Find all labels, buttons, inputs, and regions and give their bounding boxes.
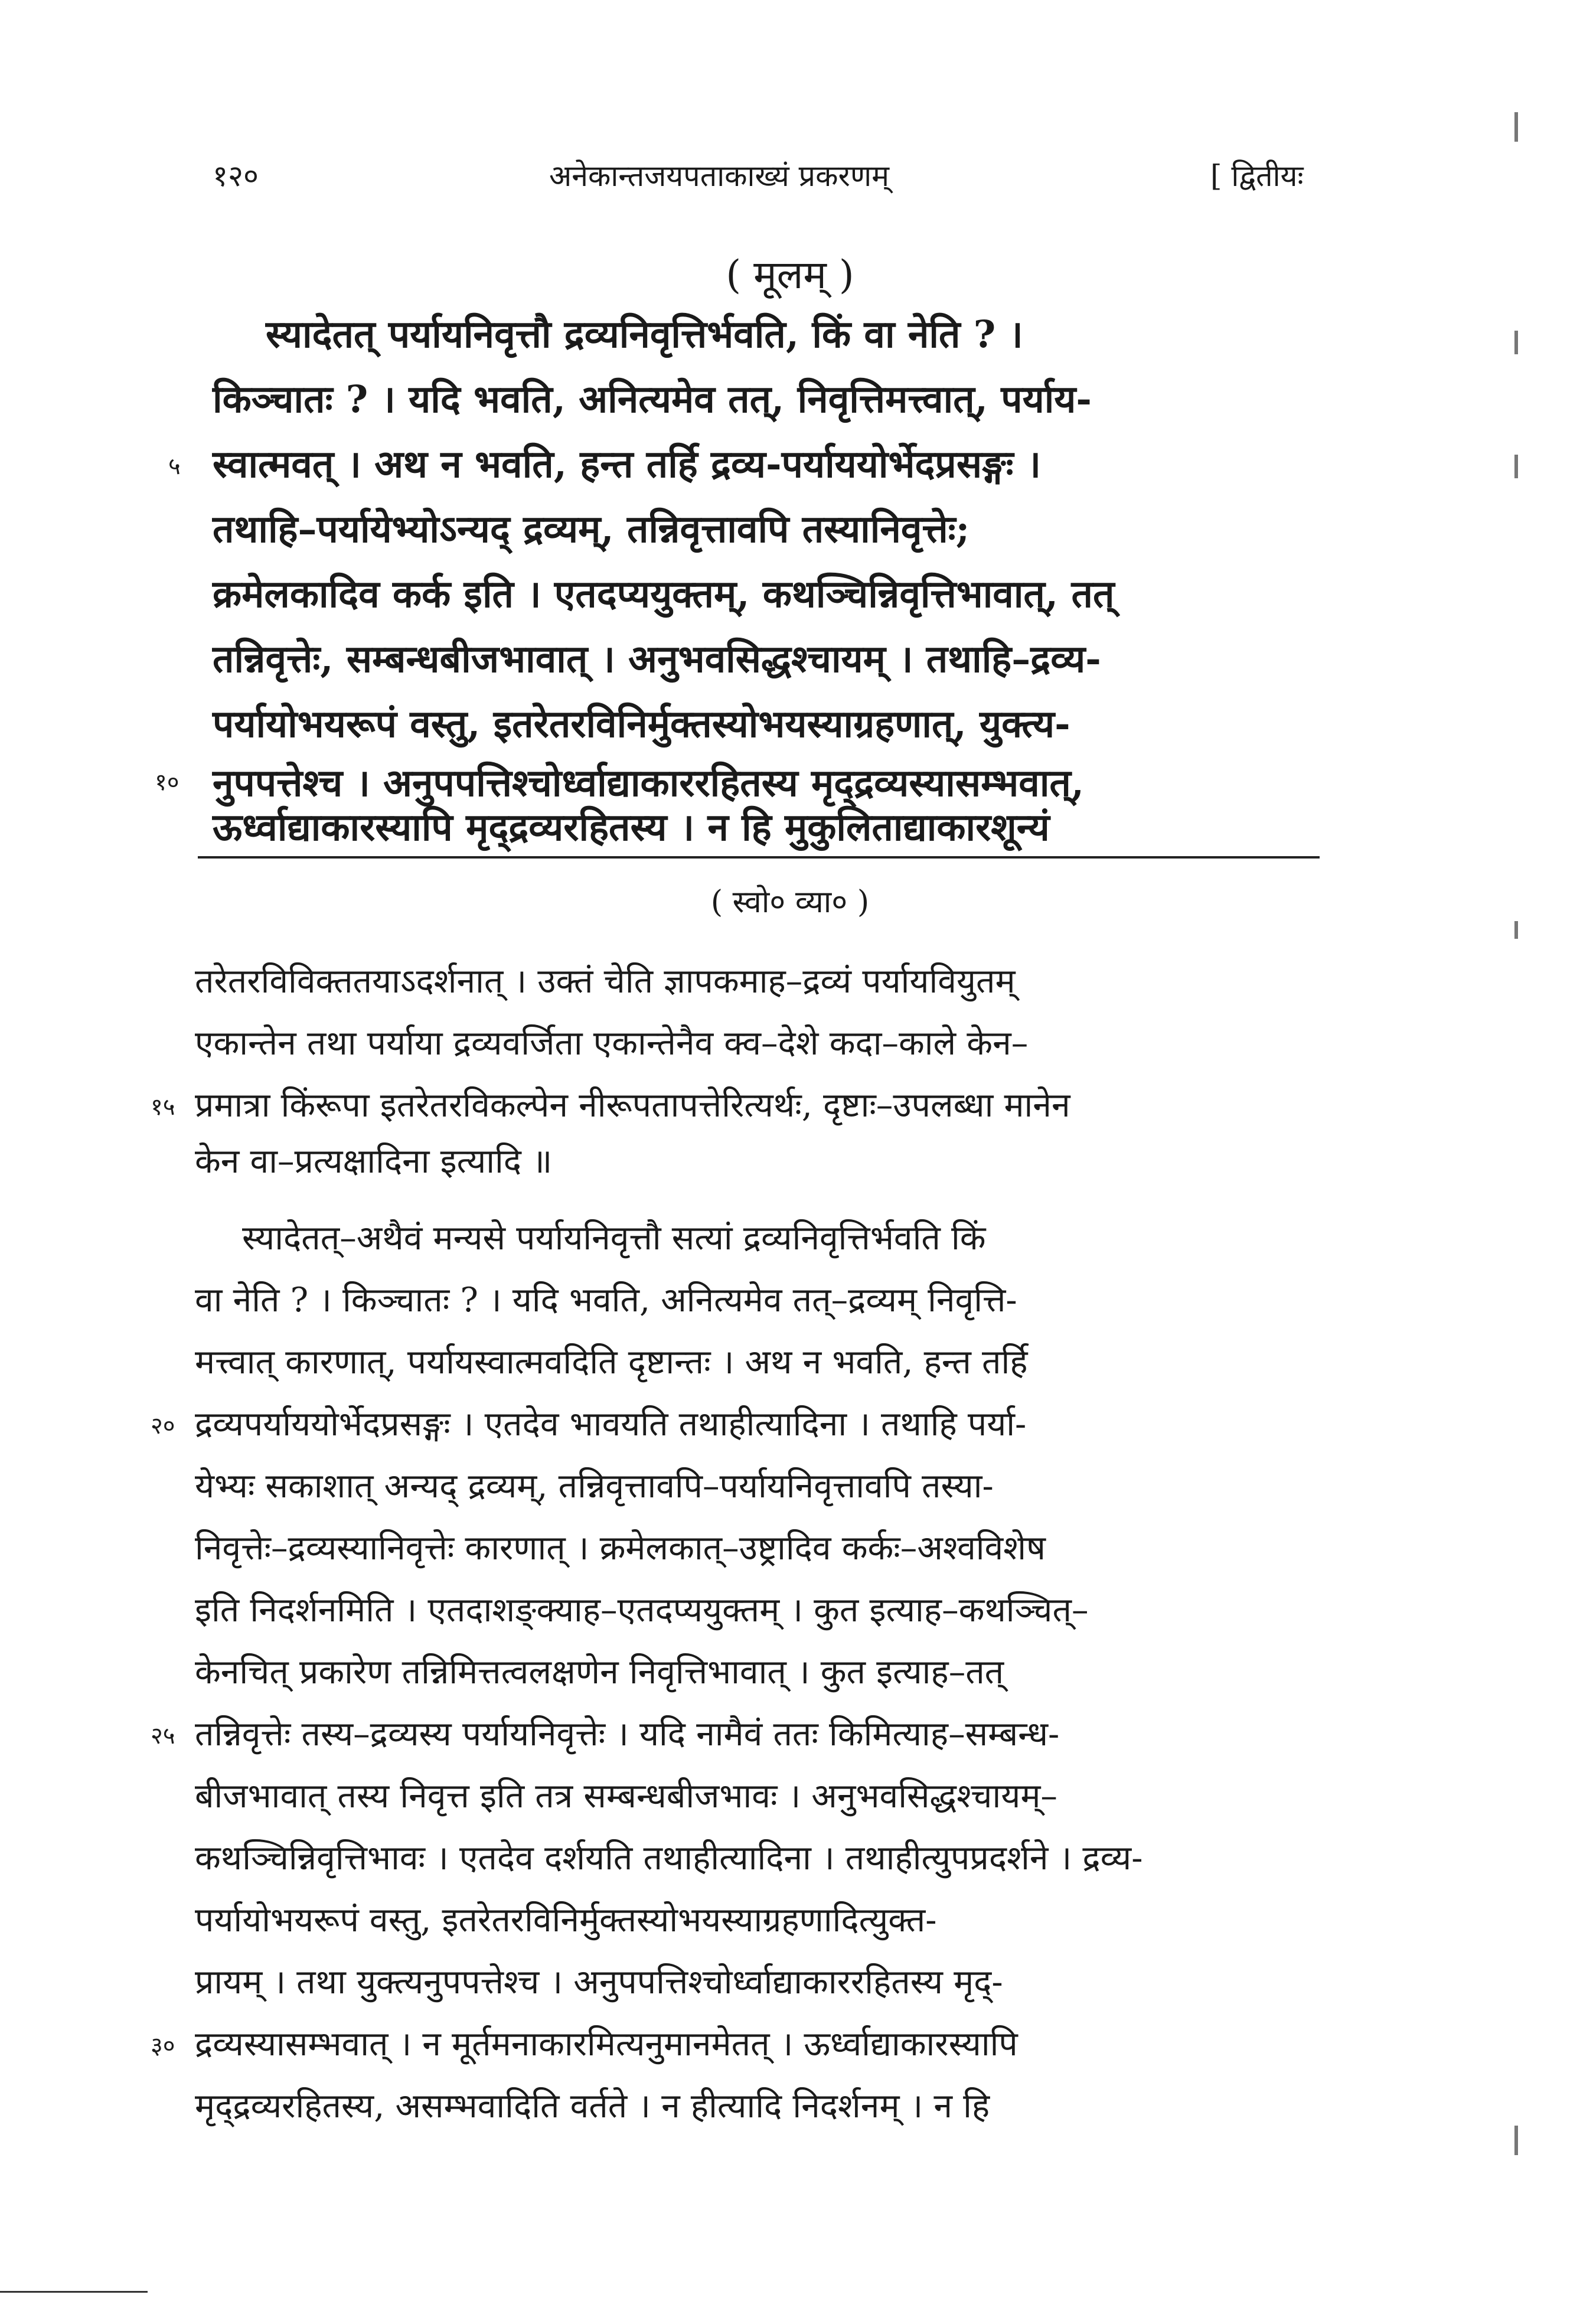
margin-mark	[1514, 455, 1518, 478]
vyakhya-line: तरेतरविविक्ततयाऽदर्शनात् । उक्तं चेति ज्ञापकमाह–द्रव्यं पर्यायवियुतम्	[195, 962, 1016, 1001]
commentary-line: द्रव्यपर्याययोर्भेदप्रसङ्गः । एतदेव भावयति तथाहीत्यादिना । तथाहि पर्या-	[195, 1405, 1027, 1444]
vyakhya-heading: ( स्वो० व्या० )	[710, 884, 870, 920]
margin-mark	[1514, 112, 1518, 142]
page-number: १२०	[213, 159, 259, 193]
mula-line: नुपपत्तेश्च । अनुपपत्तिश्चोर्ध्वाद्याकाररहितस्य मृद्द्रव्यस्यासम्भवात्,	[213, 761, 1085, 805]
margin-mark	[1514, 921, 1518, 939]
commentary-line: मृद्द्रव्यरहितस्य, असम्भवादिति वर्तते । न हीत्यादि निदर्शनम् । न हि	[195, 2087, 990, 2126]
commentary-line: स्यादेतत्–अथैवं मन्यसे पर्यायनिवृत्तौ सत्यां द्रव्यनिवृत्तिर्भवति किं	[242, 1219, 986, 1258]
commentary-line: पर्यायोभयरूपं वस्तु, इतरेतरविनिर्मुक्तस्योभयस्याग्रहणादित्युक्त-	[195, 1901, 937, 1940]
margin-mark	[1514, 2126, 1518, 2155]
commentary-line: कथञ्चिन्निवृत्तिभावः । एतदेव दर्शयति तथाहीत्यादिना । तथाहीत्युपप्रदर्शने । द्रव्य-	[195, 1839, 1143, 1878]
mula-line: स्यादेतत् पर्यायनिवृत्तौ द्रव्यनिवृत्तिर्भवति, किं वा नेति ? ।	[266, 312, 1023, 357]
commentary-line: निवृत्तेः–द्रव्यस्यानिवृत्तेः कारणात् । क्रमेलकात्–उष्ट्रादिव कर्कः–अश्वविशेष	[195, 1529, 1046, 1568]
vyakhya-line: प्रमात्रा किंरूपा इतरेतरविकल्पेन नीरूपतापत्तेरित्यर्थः, दृष्टाः–उपलब्धा मानेन	[195, 1086, 1070, 1125]
mula-line: ऊर्ध्वाद्याकारस्यापि मृद्द्रव्यरहितस्य । न हि मुकुलिताद्याकारशून्यं	[213, 805, 1050, 850]
mula-heading: ( मूलम् )	[726, 252, 854, 298]
mula-line: किञ्चातः ? । यदि भवति, अनित्यमेव तत्, निवृत्तिमत्त्वात्, पर्याय-	[213, 377, 1092, 422]
commentary-line: द्रव्यस्यासम्भवात् । न मूर्तमनाकारमित्यनुमानमेतत् । ऊर्ध्वाद्याकारस्यापि	[195, 2025, 1018, 2064]
mula-line: तन्निवृत्तेः, सम्बन्धबीजभावात् । अनुभवसिद्धश्चायम् । तथाहि–द्रव्य-	[213, 637, 1101, 681]
commentary-line: मत्त्वात् कारणात्, पर्यायस्वात्मवदिति दृष्टान्तः । अथ न भवति, हन्त तर्हि	[195, 1343, 1028, 1382]
mula-line: स्वात्मवत् । अथ न भवति, हन्त तर्हि द्रव्य-पर्याययोर्भेदप्रसङ्गः ।	[213, 442, 1042, 487]
mula-line: तथाहि–पर्यायेभ्योऽन्यद् द्रव्यम्, तन्निवृत्तावपि तस्यानिवृत्तेः;	[213, 507, 970, 551]
mula-line: क्रमेलकादिव कर्क इति । एतदप्ययुक्तम्, कथञ्चिन्निवृत्तिभावात्, तत्	[213, 572, 1115, 616]
vyakhya-line: केन वा–प्रत्यक्षादिना इत्यादि ॥	[195, 1142, 553, 1181]
section-marker: [ द्वितीयः	[1210, 159, 1304, 193]
running-header	[0, 155, 1580, 202]
commentary-line: तन्निवृत्तेः तस्य–द्रव्यस्य पर्यायनिवृत्तेः । यदि नामैवं ततः किमित्याह–सम्बन्ध-	[195, 1715, 1060, 1754]
commentary-line: वा नेति ? । किञ्चातः ? । यदि भवति, अनित्यमेव तत्–द्रव्यम् निवृत्ति-	[195, 1281, 1017, 1320]
mula-line: पर्यायोभयरूपं वस्तु, इतरेतरविनिर्मुक्तस्योभयस्याग्रहणात्, युक्त्य-	[213, 702, 1070, 746]
line-number: ५	[168, 453, 181, 480]
line-number: १०	[155, 769, 179, 796]
line-number: १५	[151, 1094, 175, 1121]
footer-rule	[0, 2291, 148, 2293]
commentary-line: प्रायम् । तथा युक्त्यनुपपत्तेश्च । अनुपपत्तिश्चोर्ध्वाद्याकाररहितस्य मृद्-	[195, 1963, 1003, 2002]
commentary-line: बीजभावात् तस्य निवृत्त इति तत्र सम्बन्धबीजभावः । अनुभवसिद्धश्चायम्–	[195, 1777, 1057, 1816]
line-number: ३०	[151, 2032, 175, 2059]
commentary-line: इति निदर्शनमिति । एतदाशङ्क्याह–एतदप्ययुक्तम् । कुत इत्याह–कथञ्चित्–	[195, 1591, 1089, 1630]
commentary-line: येभ्यः सकाशात् अन्यद् द्रव्यम्, तन्निवृत्तावपि–पर्यायनिवृत्तावपि तस्या-	[195, 1467, 994, 1506]
commentary-line: केनचित् प्रकारेण तन्निमित्तत्वलक्षणेन निवृत्तिभावात् । कुत इत्याह–तत्	[195, 1653, 1004, 1692]
margin-mark	[1514, 331, 1518, 354]
running-title: अनेकान्तजयपताकाख्यं प्रकरणम्	[549, 159, 889, 193]
line-number: २०	[151, 1412, 175, 1440]
section-divider	[198, 856, 1320, 859]
vyakhya-line: एकान्तेन तथा पर्याया द्रव्यवर्जिता एकान्तेनैव क्व–देशे कदा–काले केन–	[195, 1024, 1029, 1063]
line-number: २५	[151, 1722, 175, 1749]
